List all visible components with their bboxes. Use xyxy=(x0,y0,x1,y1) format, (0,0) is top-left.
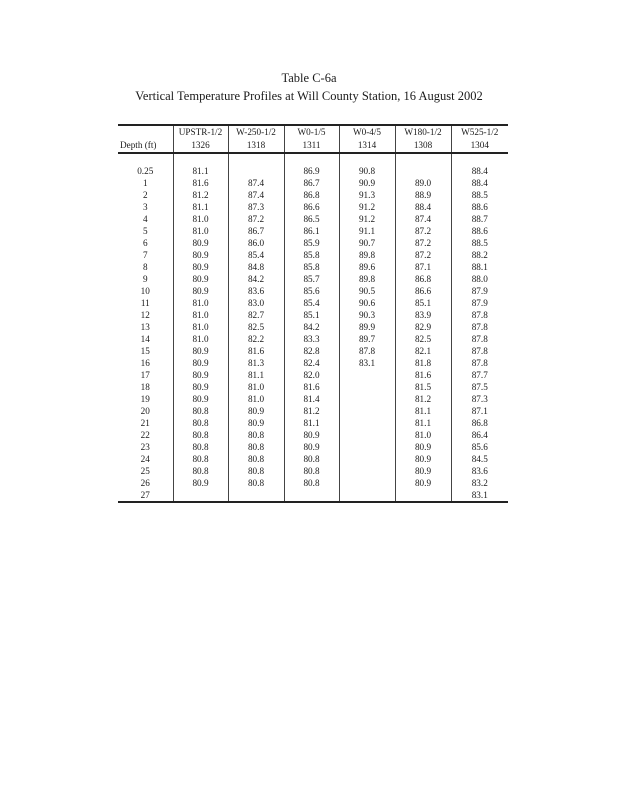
temperature-cell: 80.8 xyxy=(284,453,339,465)
temperature-cell xyxy=(284,489,339,502)
temperature-cell: 81.0 xyxy=(173,333,228,345)
spacer-row xyxy=(118,153,508,165)
temperature-cell: 81.0 xyxy=(173,297,228,309)
temperature-cell: 81.0 xyxy=(173,321,228,333)
depth-cell: 20 xyxy=(140,406,150,416)
temperature-cell: 88.9 xyxy=(395,189,451,201)
column-header-id: 1326 xyxy=(173,139,228,153)
temperature-cell: 91.3 xyxy=(339,189,395,201)
temperature-cell: 82.9 xyxy=(395,321,451,333)
temperature-cell xyxy=(339,381,395,393)
temperature-cell: 87.4 xyxy=(228,189,284,201)
temperature-cell: 85.7 xyxy=(284,273,339,285)
depth-column-header: Depth (ft) xyxy=(118,139,173,153)
table-body xyxy=(118,153,508,502)
temperature-cell: 87.3 xyxy=(451,393,508,405)
depth-cell: 4 xyxy=(142,214,148,224)
column-header-id: 1311 xyxy=(284,139,339,153)
temperature-cell: 81.4 xyxy=(284,393,339,405)
depth-cell: 12 xyxy=(140,310,150,320)
temperature-cell: 87.2 xyxy=(395,249,451,261)
depth-cell: 1 xyxy=(142,178,148,188)
table-row xyxy=(118,261,508,273)
spacer-cell xyxy=(173,153,228,165)
table-row xyxy=(118,429,508,441)
temperature-cell: 80.9 xyxy=(173,393,228,405)
table-row xyxy=(118,393,508,405)
temperature-cell: 87.3 xyxy=(228,201,284,213)
temperature-cell: 87.2 xyxy=(395,225,451,237)
temperature-cell: 80.9 xyxy=(395,465,451,477)
spacer-cell xyxy=(451,153,508,165)
temperature-cell: 80.9 xyxy=(173,261,228,273)
temperature-cell: 85.1 xyxy=(395,297,451,309)
temperature-cell xyxy=(228,165,284,177)
temperature-cell: 87.7 xyxy=(451,369,508,381)
table-row xyxy=(118,225,508,237)
temperature-cell: 80.8 xyxy=(228,429,284,441)
temperature-cell: 82.1 xyxy=(395,345,451,357)
temperature-cell: 80.9 xyxy=(395,441,451,453)
depth-cell: 11 xyxy=(140,298,150,308)
depth-cell: 19 xyxy=(140,394,150,404)
table-row xyxy=(118,369,508,381)
temperature-cell: 89.8 xyxy=(339,273,395,285)
temperature-cell: 81.1 xyxy=(395,417,451,429)
temperature-cell: 80.9 xyxy=(173,249,228,261)
temperature-cell: 88.1 xyxy=(451,261,508,273)
temperature-cell: 88.4 xyxy=(395,201,451,213)
temperature-cell: 83.3 xyxy=(284,333,339,345)
depth-cell: 14 xyxy=(140,334,150,344)
temperature-cell: 80.9 xyxy=(228,405,284,417)
temperature-cell: 80.9 xyxy=(173,369,228,381)
column-header-id: 1318 xyxy=(228,139,284,153)
temperature-cell: 81.0 xyxy=(173,309,228,321)
temperature-cell xyxy=(339,453,395,465)
temperature-cell: 83.9 xyxy=(395,309,451,321)
temperature-cell: 86.4 xyxy=(451,429,508,441)
temperature-cell xyxy=(395,165,451,177)
table-row xyxy=(118,273,508,285)
temperature-cell: 88.6 xyxy=(451,225,508,237)
table-row xyxy=(118,453,508,465)
temperature-cell: 80.8 xyxy=(284,465,339,477)
temperature-cell: 82.5 xyxy=(395,333,451,345)
depth-cell: 0.25 xyxy=(137,166,154,176)
temperature-cell: 82.2 xyxy=(228,333,284,345)
depth-cell: 5 xyxy=(142,226,148,236)
temperature-cell xyxy=(339,489,395,502)
temperature-cell: 80.9 xyxy=(173,477,228,489)
depth-cell: 13 xyxy=(140,322,150,332)
column-header-id: 1304 xyxy=(451,139,508,153)
temperature-cell: 80.8 xyxy=(173,405,228,417)
spacer-cell xyxy=(228,153,284,165)
temperature-cell: 87.1 xyxy=(395,261,451,273)
temperature-cell: 86.7 xyxy=(284,177,339,189)
temperature-cell: 87.2 xyxy=(228,213,284,225)
temperature-cell: 87.4 xyxy=(395,213,451,225)
temperature-cell: 86.7 xyxy=(228,225,284,237)
table-row xyxy=(118,333,508,345)
depth-cell: 23 xyxy=(140,442,150,452)
temperature-cell: 80.8 xyxy=(173,465,228,477)
column-header-name: W0-1/5 xyxy=(284,125,339,139)
temperature-cell: 81.1 xyxy=(228,369,284,381)
depth-cell: 25 xyxy=(140,466,150,476)
temperature-cell: 90.7 xyxy=(339,237,395,249)
temperature-cell: 81.5 xyxy=(395,381,451,393)
temperature-cell: 86.8 xyxy=(395,273,451,285)
temperature-cell: 80.9 xyxy=(173,357,228,369)
depth-cell: 27 xyxy=(118,489,173,502)
column-header-name: W0-4/5 xyxy=(339,125,395,139)
table-row xyxy=(118,357,508,369)
temperature-cell: 80.8 xyxy=(228,465,284,477)
table-row xyxy=(118,237,508,249)
temperature-cell: 86.6 xyxy=(395,285,451,297)
table-row xyxy=(118,285,508,297)
temperature-cell: 81.6 xyxy=(284,381,339,393)
temperature-cell: 80.9 xyxy=(228,417,284,429)
temperature-cell: 87.8 xyxy=(451,333,508,345)
temperature-cell: 80.9 xyxy=(173,381,228,393)
temperature-cell: 86.8 xyxy=(451,417,508,429)
temperature-cell: 85.1 xyxy=(284,309,339,321)
temperature-cell: 86.6 xyxy=(284,201,339,213)
column-header-id: 1314 xyxy=(339,139,395,153)
column-header-name: W525-1/2 xyxy=(451,125,508,139)
temperature-cell: 80.8 xyxy=(284,477,339,489)
temperature-cell xyxy=(339,429,395,441)
temperature-cell: 89.0 xyxy=(395,177,451,189)
temperature-cell: 86.1 xyxy=(284,225,339,237)
temperature-cell: 87.9 xyxy=(451,285,508,297)
temperature-cell: 81.1 xyxy=(173,201,228,213)
temperature-cell: 83.1 xyxy=(339,357,395,369)
column-header-name: W-250-1/2 xyxy=(228,125,284,139)
temperature-cell: 80.8 xyxy=(173,417,228,429)
temperature-cell: 84.2 xyxy=(284,321,339,333)
temperature-cell xyxy=(339,417,395,429)
table-row xyxy=(118,381,508,393)
temperature-cell: 85.8 xyxy=(284,261,339,273)
temperature-cell: 81.2 xyxy=(284,405,339,417)
temperature-cell: 81.0 xyxy=(228,393,284,405)
table-row xyxy=(118,441,508,453)
temperature-cell: 81.0 xyxy=(228,381,284,393)
table-subtitle: Vertical Temperature Profiles at Will County Station, 16 August 2002 xyxy=(135,89,483,103)
depth-cell: 21 xyxy=(140,418,150,428)
temperature-cell: 88.7 xyxy=(451,213,508,225)
temperature-cell: 89.8 xyxy=(339,249,395,261)
temperature-cell xyxy=(339,369,395,381)
header-row-station-ids xyxy=(118,139,508,153)
depth-cell: 8 xyxy=(142,262,148,272)
temperature-cell: 80.9 xyxy=(284,429,339,441)
temperature-cell: 80.9 xyxy=(173,345,228,357)
table-row xyxy=(118,489,508,502)
temperature-cell: 81.2 xyxy=(395,393,451,405)
depth-cell: 17 xyxy=(140,370,150,380)
table-row xyxy=(118,213,508,225)
temperature-cell xyxy=(395,489,451,502)
temperature-cell: 85.4 xyxy=(284,297,339,309)
table-row xyxy=(118,345,508,357)
spacer-cell xyxy=(339,153,395,165)
temperature-cell: 80.8 xyxy=(228,441,284,453)
table-row xyxy=(118,321,508,333)
temperature-cell: 84.2 xyxy=(228,273,284,285)
temperature-cell: 82.4 xyxy=(284,357,339,369)
temperature-cell: 88.2 xyxy=(451,249,508,261)
temperature-cell: 82.8 xyxy=(284,345,339,357)
temperature-cell: 87.8 xyxy=(451,321,508,333)
temperature-cell: 81.2 xyxy=(173,189,228,201)
temperature-cell: 84.8 xyxy=(228,261,284,273)
temperature-cell: 90.5 xyxy=(339,285,395,297)
depth-cell: 22 xyxy=(140,430,150,440)
depth-cell: 9 xyxy=(142,274,148,284)
temperature-cell: 89.9 xyxy=(339,321,395,333)
temperature-cell: 85.9 xyxy=(284,237,339,249)
depth-cell: 2 xyxy=(142,190,148,200)
temperature-table-container xyxy=(118,124,508,503)
table-row xyxy=(118,309,508,321)
table-row xyxy=(118,249,508,261)
temperature-cell: 85.6 xyxy=(451,441,508,453)
temperature-cell: 81.1 xyxy=(173,165,228,177)
depth-cell: 10 xyxy=(140,286,150,296)
temperature-cell: 80.8 xyxy=(173,441,228,453)
temperature-cell: 81.3 xyxy=(228,357,284,369)
temperature-cell: 80.9 xyxy=(173,285,228,297)
temperature-cell: 83.6 xyxy=(451,465,508,477)
temperature-cell: 91.2 xyxy=(339,213,395,225)
temperature-cell: 80.8 xyxy=(173,429,228,441)
depth-cell: 16 xyxy=(140,358,150,368)
table-row xyxy=(118,405,508,417)
temperature-cell: 85.6 xyxy=(284,285,339,297)
temperature-cell: 81.6 xyxy=(228,345,284,357)
temperature-cell: 90.3 xyxy=(339,309,395,321)
temperature-cell: 83.0 xyxy=(228,297,284,309)
temperature-cell: 80.9 xyxy=(173,237,228,249)
column-header-name: W180-1/2 xyxy=(395,125,451,139)
temperature-cell: 91.2 xyxy=(339,201,395,213)
temperature-cell: 87.9 xyxy=(451,297,508,309)
temperature-cell: 87.1 xyxy=(451,405,508,417)
table-row xyxy=(118,465,508,477)
depth-cell: 3 xyxy=(142,202,148,212)
column-header-name: UPSTR-1/2 xyxy=(173,125,228,139)
temperature-cell: 88.5 xyxy=(451,237,508,249)
spacer-cell xyxy=(118,153,173,165)
table-row xyxy=(118,417,508,429)
temperature-cell: 87.8 xyxy=(451,357,508,369)
temperature-cell: 80.9 xyxy=(284,441,339,453)
header-blank xyxy=(118,125,173,139)
table-row xyxy=(118,165,508,177)
temperature-cell: 90.9 xyxy=(339,177,395,189)
temperature-cell: 81.1 xyxy=(395,405,451,417)
temperature-cell: 90.8 xyxy=(339,165,395,177)
temperature-cell: 87.5 xyxy=(451,381,508,393)
temperature-cell: 85.8 xyxy=(284,249,339,261)
header-row-station-names xyxy=(118,125,508,139)
temperature-profile-table xyxy=(118,124,508,503)
table-row xyxy=(118,201,508,213)
temperature-cell: 81.6 xyxy=(173,177,228,189)
table-caption xyxy=(0,69,618,105)
depth-cell: 6 xyxy=(142,238,148,248)
temperature-cell: 80.8 xyxy=(173,453,228,465)
temperature-cell: 87.8 xyxy=(339,345,395,357)
temperature-cell xyxy=(339,441,395,453)
temperature-cell xyxy=(339,405,395,417)
depth-cell: 15 xyxy=(140,346,150,356)
temperature-cell: 83.1 xyxy=(451,489,508,502)
temperature-cell: 85.4 xyxy=(228,249,284,261)
temperature-cell: 84.5 xyxy=(451,453,508,465)
table-row xyxy=(118,189,508,201)
temperature-cell: 87.8 xyxy=(451,309,508,321)
temperature-cell xyxy=(173,489,228,502)
temperature-cell: 86.8 xyxy=(284,189,339,201)
temperature-cell: 81.1 xyxy=(284,417,339,429)
temperature-cell: 88.6 xyxy=(451,201,508,213)
temperature-cell: 88.4 xyxy=(451,177,508,189)
temperature-cell: 86.0 xyxy=(228,237,284,249)
temperature-cell xyxy=(339,477,395,489)
temperature-cell: 86.5 xyxy=(284,213,339,225)
temperature-cell: 81.8 xyxy=(395,357,451,369)
temperature-cell: 80.9 xyxy=(173,273,228,285)
temperature-cell: 89.7 xyxy=(339,333,395,345)
temperature-cell: 80.9 xyxy=(395,453,451,465)
depth-cell: 7 xyxy=(142,250,148,260)
temperature-cell xyxy=(228,489,284,502)
column-header-id: 1308 xyxy=(395,139,451,153)
temperature-cell: 90.6 xyxy=(339,297,395,309)
temperature-cell: 80.8 xyxy=(228,453,284,465)
temperature-cell: 81.0 xyxy=(173,213,228,225)
temperature-cell: 82.7 xyxy=(228,309,284,321)
table-title: Table C-6a xyxy=(281,71,337,85)
temperature-cell: 87.4 xyxy=(228,177,284,189)
temperature-cell: 81.6 xyxy=(395,369,451,381)
temperature-cell xyxy=(339,465,395,477)
temperature-cell: 83.2 xyxy=(451,477,508,489)
temperature-cell: 91.1 xyxy=(339,225,395,237)
temperature-cell: 88.4 xyxy=(451,165,508,177)
depth-cell: 26 xyxy=(140,478,150,488)
temperature-cell: 89.6 xyxy=(339,261,395,273)
temperature-cell: 87.2 xyxy=(395,237,451,249)
depth-cell: 18 xyxy=(140,382,150,392)
temperature-cell: 81.0 xyxy=(173,225,228,237)
table-row xyxy=(118,297,508,309)
temperature-cell: 80.9 xyxy=(395,477,451,489)
temperature-cell: 86.9 xyxy=(284,165,339,177)
temperature-cell: 88.0 xyxy=(451,273,508,285)
spacer-cell xyxy=(395,153,451,165)
temperature-cell: 81.0 xyxy=(395,429,451,441)
table-row xyxy=(118,177,508,189)
temperature-cell: 83.6 xyxy=(228,285,284,297)
table-row xyxy=(118,477,508,489)
spacer-cell xyxy=(284,153,339,165)
temperature-cell: 82.0 xyxy=(284,369,339,381)
temperature-cell: 87.8 xyxy=(451,345,508,357)
temperature-cell: 80.8 xyxy=(228,477,284,489)
temperature-cell: 88.5 xyxy=(451,189,508,201)
temperature-cell xyxy=(339,393,395,405)
temperature-cell: 82.5 xyxy=(228,321,284,333)
depth-cell: 24 xyxy=(140,454,150,464)
